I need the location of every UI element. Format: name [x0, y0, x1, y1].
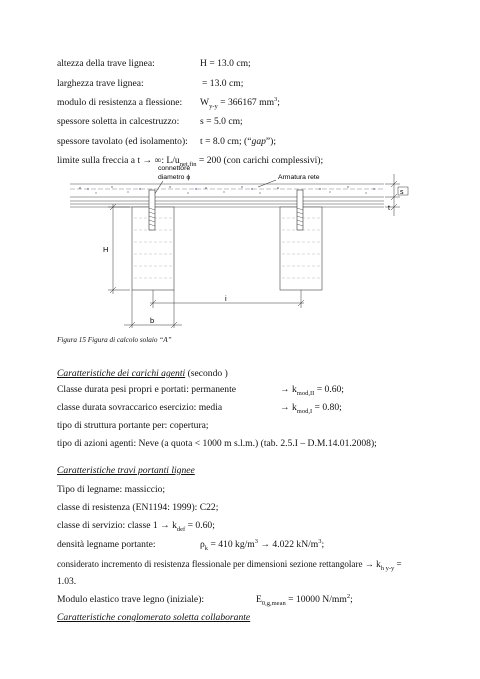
- param-slab-value: s = 5.0 cm;: [200, 116, 243, 127]
- dim-i: [150, 290, 304, 308]
- dim-s-label: s: [400, 189, 404, 196]
- param-deflection-limit: limite sulla freccia a t → ∞: $L/u_{net,fin} = 200$ (con carichi complessivi);: [57, 155, 324, 168]
- dim-b-label: b: [150, 316, 155, 325]
- section-timber-heading: Caratteristiche travi portanti lignee: [57, 465, 195, 476]
- dim-i-label: i: [225, 294, 227, 303]
- param-height-value: H = 13.0 cm;: [200, 58, 251, 69]
- figure-caption: Figura 15 Figura di calcolo solaio “A”: [57, 336, 172, 344]
- param-modulus-label: modulo di resistenza a flessione:: [57, 97, 183, 108]
- floor-section-drawing: [0, 160, 480, 330]
- connector-left: [149, 190, 155, 230]
- timber-density-label: densità legname portante:: [57, 539, 156, 550]
- loads-variable-label: classe durata sovraccarico esercizio: media: [57, 402, 223, 413]
- loads-structure-type: tipo di struttura portante per: copertura;: [57, 420, 209, 431]
- mesh-label: Armatura rete: [278, 174, 320, 181]
- concrete-slab: [70, 184, 384, 197]
- param-height-label: altezza della trave lignea:: [57, 58, 155, 69]
- section-loads-heading: Caratteristiche dei carichi agenti (secondo ): [57, 368, 228, 379]
- param-width-value: = 13.0 cm;: [202, 78, 244, 89]
- connector-label-line2: diametro ϕ: [158, 174, 191, 181]
- mesh-leader: [258, 180, 276, 187]
- timber-kh-value: 1.03.: [57, 576, 77, 587]
- section-concrete-heading: Caratteristiche conglomerato soletta collaborante: [57, 612, 251, 623]
- dim-t-label: t: [388, 205, 390, 212]
- timber-type: Tipo di legname: massiccio;: [57, 484, 166, 495]
- loads-permanent-label: Classe durata pesi propri e portati: permanente: [57, 384, 237, 395]
- loads-action-type: tipo di azioni agenti: Neve (a quota < 1000 m s.l.m.) (tab. 2.5.I – D.M.14.01.2008);: [57, 438, 377, 449]
- loads-permanent-value: → $k_{mod,II} = 0.60$;: [280, 384, 344, 397]
- timber-modulus-label: Modulo elastico trave legno (iniziale):: [57, 594, 205, 605]
- timber-density-value: $\rho_k = 410$ $kg/m^3 \to 4.022$ $kN/m^3$;: [200, 537, 325, 552]
- param-modulus-value: $W_{y-y} = 366167$ $mm^3$;: [200, 95, 280, 110]
- param-board-label: spessore tavolato (ed isolamento):: [57, 136, 188, 147]
- dim-H-label: H: [103, 245, 109, 254]
- timber-kh-line: considerato incremento di resistenza flessionale per dimensioni sezione rettangolare → $k_{h y-y}$ =: [57, 559, 402, 572]
- timber-service-class: classe di servizio: classe $1 \to k_{def} = 0.60$;: [57, 520, 215, 533]
- connector-label-line1: connettore: [158, 165, 191, 172]
- dim-H: [108, 204, 130, 294]
- loads-variable-value: → $k_{mod,I} = 0.80$;: [280, 402, 342, 415]
- board-layer: [70, 201, 384, 207]
- param-slab-label: spessore soletta in calcestruzzo:: [57, 116, 180, 127]
- connector-right: [297, 190, 303, 230]
- timber-modulus-value: $E_{0,g,mean} = 10000$ $N/mm^2$;: [256, 592, 353, 607]
- param-width-label: larghezza trave lignea:: [57, 78, 144, 89]
- param-board-value: t = 8.0 cm; (“gap”);: [200, 136, 277, 147]
- timber-class: classe di resistenza (EN1194: 1999): C22;: [57, 502, 219, 513]
